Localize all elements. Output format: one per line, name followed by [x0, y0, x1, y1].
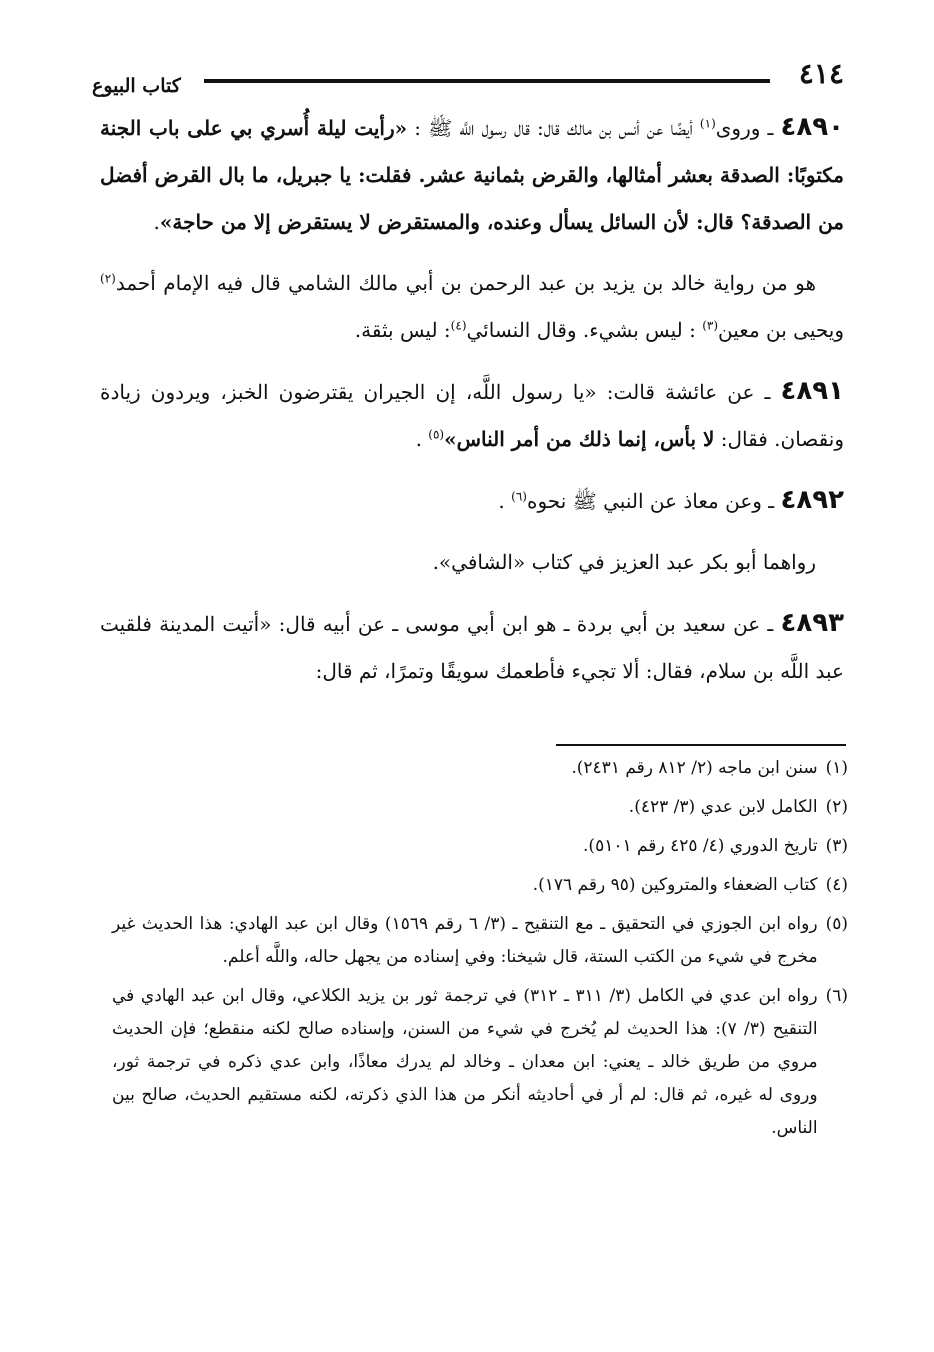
footnote — [112, 980, 848, 1145]
footnote-mark: (٣) — [825, 836, 848, 856]
hadith-quote: لا بأس، إنما ذلك من أمر الناس» — [444, 427, 715, 451]
hadith-number: ٤٨٩٢ — [780, 485, 844, 515]
footnote — [112, 869, 848, 902]
footnote-reference: (١) — [699, 116, 716, 131]
text-segment: أيضًا عن أنس بن مالك قال: قال رسول اللَّه ﷺ : — [407, 116, 700, 140]
footnote-mark: (٥) — [825, 914, 848, 934]
footnote — [112, 830, 848, 863]
footnote-text: سنن ابن ماجه (٢/ ٨١٢ رقم ٢٤٣١). — [571, 758, 818, 778]
hadith-number: ٤٨٩٣ — [780, 608, 844, 638]
hadith-paragraph — [100, 477, 844, 525]
text-segment: . — [498, 489, 512, 513]
hadith-quote: «رأيت ليلة أُسري بي على باب الجنة مكتوبًا: الصدقة بعشر أمثالها، والقرض بثمانية عشر. فقلت: يا جبريل، ما بال القرض أفضل من الصدقة؟ قال: لأن السائل يسأل وعنده، والمستقرض لا يستقرض إلا من حاجة» — [100, 116, 844, 234]
text-segment: ـ عن عائشة قالت: «يا رسول اللَّه، إن الجيران يقترضون الخبز، ويردون زيادة ونقصان. فقال: — [100, 380, 844, 451]
hadith-paragraph — [100, 104, 844, 246]
hadith-paragraph — [100, 368, 844, 463]
footnote-separator — [556, 744, 846, 746]
footnote-mark: (٦) — [825, 986, 848, 1006]
text-segment: ـ عن سعيد بن أبي بردة ـ هو ابن أبي موسى ـ عن أبيه قال: «أتيت المدينة فلقيت عبد اللَّه بن سلام، فقال: ألا تجيء فأطعمك سويقًا وتمرًا، ثم قال: — [100, 612, 844, 683]
hadith-number: ٤٨٩٠ — [780, 112, 844, 142]
footnote-reference: (٣) — [702, 318, 719, 333]
running-title: كتاب البيوع — [92, 75, 181, 97]
text-segment: ـ وروى — [715, 116, 781, 140]
footnote-text: كتاب الضعفاء والمتروكين (٩٥ رقم ١٧٦). — [532, 875, 818, 895]
footnote-reference: (٤) — [450, 318, 467, 333]
text-segment: : ليس بثقة. — [354, 318, 451, 342]
footnote-text: الكامل لابن عدي (٣/ ٤٢٣). — [628, 797, 818, 817]
hadith-number: ٤٨٩١ — [780, 376, 844, 406]
footnote — [112, 908, 848, 974]
footnote-mark: (٤) — [825, 875, 848, 895]
text-segment: ـ وعن معاذ عن النبي ﷺ نحوه — [526, 489, 781, 513]
hadith-paragraph — [100, 260, 844, 354]
footnote-reference: (٥) — [428, 427, 445, 442]
page-number: ٤١٤ — [798, 57, 844, 90]
footnote-reference: (٦) — [511, 489, 527, 504]
text-segment: ويحيى بن معين — [718, 318, 844, 342]
footnote-text: رواه ابن الجوزي في التحقيق ـ مع التنقيح ـ (٣/ ٦ رقم ١٥٦٩) وقال ابن عبد الهادي: هذا الحديث غير مخرج في شيء من الكتب الستة، قال شيخنا: وفي إسناده من يجهل حاله، واللَّه أعلم. — [112, 914, 818, 967]
footnote-reference: (٢) — [100, 271, 116, 286]
text-segment: . — [415, 427, 429, 451]
footnote — [112, 791, 848, 824]
footnote-text: تاريخ الدوري (٤/ ٤٢٥ رقم ٥١٠١). — [583, 836, 818, 856]
page-header — [92, 54, 844, 104]
footnote-mark: (٢) — [825, 797, 848, 817]
footnote-mark: (١) — [825, 758, 848, 778]
footnote-text: رواه ابن عدي في الكامل (٣/ ٣١١ ـ ٣١٢) في ترجمة ثور بن يزيد الكلاعي، وقال ابن عبد الهادي في التنقيح (٣/ ٧): هذا الحديث لم يُخرج في شيء من السنن، وإسناده صالح لكنه منقطع؛ فإن الحديث مروي من طريق خالد ـ يعني: ابن معدان ـ وخالد لم يدرك معاذًا، وابن عدي ذكره في ترجمة ثور، وروى له غيره، ثم قال: لم أر في أحاديثه أنكر من هذا الذي ذكرته، لكنه مستقيم الحديث، صالح بين الناس. — [112, 986, 818, 1138]
hadith-paragraph — [100, 600, 844, 695]
header-rule — [204, 79, 770, 83]
text-segment: : ليس بشيء. وقال النسائي — [466, 318, 703, 342]
main-text — [100, 104, 844, 709]
text-segment: رواهما أبو بكر عبد العزيز في كتاب «الشافي». — [432, 550, 816, 574]
text-segment: هو من رواية خالد بن يزيد بن عبد الرحمن بن أبي مالك الشامي قال فيه الإمام أحمد — [115, 271, 816, 295]
text-segment: . — [153, 210, 160, 234]
hadith-paragraph — [100, 539, 844, 586]
footnote — [112, 752, 848, 785]
footnotes — [112, 752, 848, 1151]
